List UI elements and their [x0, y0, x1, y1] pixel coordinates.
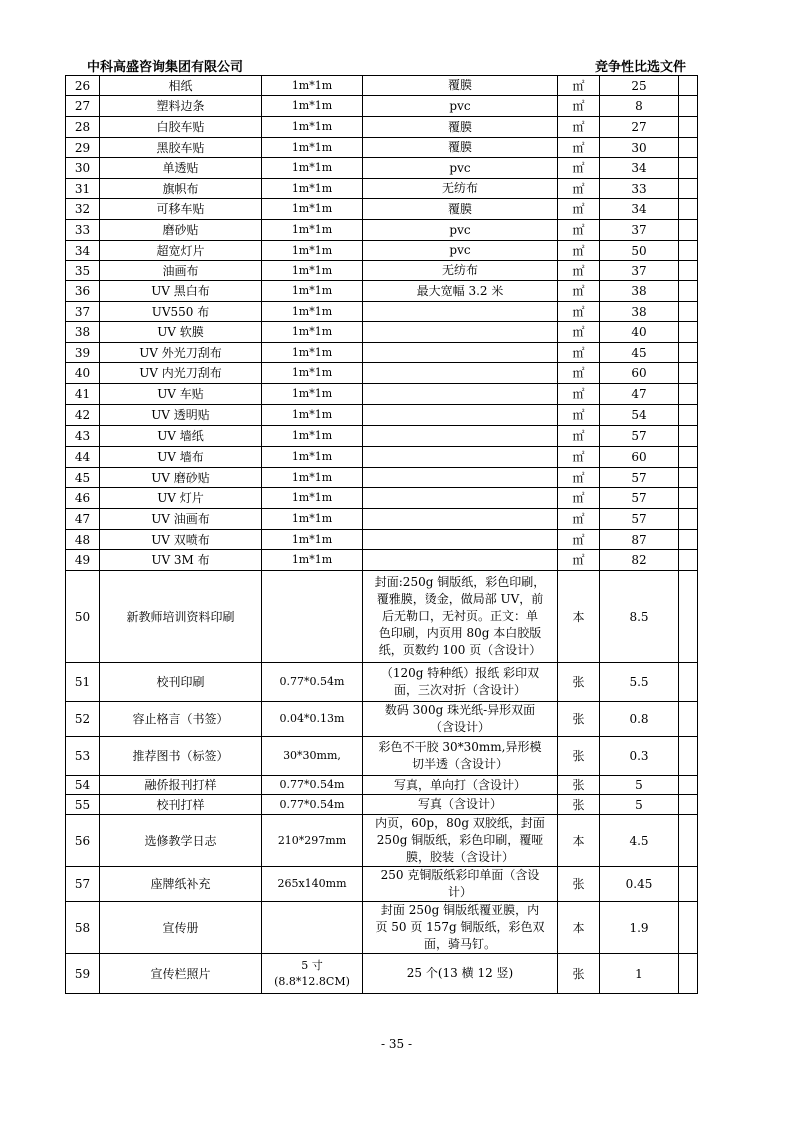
cell-number: 35: [66, 261, 100, 281]
cell-spec: [262, 902, 363, 954]
cell-unit: ㎡: [558, 199, 600, 220]
cell-description: pvc: [363, 158, 558, 179]
cell-item-name: 选修教学日志: [100, 815, 262, 867]
cell-item-name: UV 软膜: [100, 322, 262, 343]
cell-number: 50: [66, 571, 100, 663]
cell-number: 56: [66, 815, 100, 867]
cell-description: 封面:250g 铜版纸，彩色印刷， 覆雅膜，烫金，做局部 UV，前 后无勒口，无衬页。正文：单 色印刷，内页用 80g 本白胶版 纸，页数约 100 页（含设计）: [363, 571, 558, 663]
cell-description: 覆膜: [363, 199, 558, 220]
cell-price: 25: [600, 76, 679, 96]
cell-unit: ㎡: [558, 179, 600, 199]
cell-description: [363, 302, 558, 322]
cell-spec: 1m*1m: [262, 302, 363, 322]
cell-price: 5: [600, 776, 679, 795]
table-row: [66, 550, 698, 571]
cell-unit: 张: [558, 776, 600, 795]
cell-unit: 张: [558, 867, 600, 902]
cell-spec: 1m*1m: [262, 550, 363, 571]
cell-item-name: 相纸: [100, 76, 262, 96]
cell-item-name: 黑胶车贴: [100, 138, 262, 158]
cell-item-name: UV 透明贴: [100, 405, 262, 426]
cell-unit: 张: [558, 663, 600, 702]
cell-spec: 5 寸 (8.8*12.8CM): [262, 954, 363, 994]
cell-description: [363, 343, 558, 363]
cell-price: 57: [600, 488, 679, 509]
cell-spec: 1m*1m: [262, 76, 363, 96]
cell-spec: 1m*1m: [262, 447, 363, 468]
cell-price: 4.5: [600, 815, 679, 867]
cell-number: 29: [66, 138, 100, 158]
cell-number: 40: [66, 363, 100, 384]
table-row: [66, 902, 698, 954]
cell-unit: ㎡: [558, 281, 600, 302]
cell-unit: ㎡: [558, 488, 600, 509]
cell-item-name: UV 墙纸: [100, 426, 262, 447]
cell-price: 37: [600, 220, 679, 241]
cell-spec: 1m*1m: [262, 468, 363, 488]
table-row: [66, 795, 698, 815]
table-row: [66, 158, 698, 179]
cell-item-name: 宣传册: [100, 902, 262, 954]
cell-unit: ㎡: [558, 96, 600, 117]
cell-item-name: UV 灯片: [100, 488, 262, 509]
cell-item-name: 磨砂贴: [100, 220, 262, 241]
cell-description: 覆膜: [363, 117, 558, 138]
cell-description: [363, 322, 558, 343]
cell-item-name: UV 墙布: [100, 447, 262, 468]
cell-extra: [679, 902, 698, 954]
cell-spec: 1m*1m: [262, 96, 363, 117]
cell-extra: [679, 702, 698, 737]
table-row: [66, 199, 698, 220]
cell-number: 51: [66, 663, 100, 702]
cell-item-name: 旗帜布: [100, 179, 262, 199]
cell-number: 39: [66, 343, 100, 363]
cell-price: 38: [600, 302, 679, 322]
cell-item-name: 白胶车贴: [100, 117, 262, 138]
cell-spec: 1m*1m: [262, 343, 363, 363]
cell-unit: 本: [558, 571, 600, 663]
cell-unit: 张: [558, 737, 600, 776]
cell-price: 5: [600, 795, 679, 815]
cell-item-name: 容止格言（书签）: [100, 702, 262, 737]
cell-description: 内页，60p，80g 双胶纸，封面 250g 铜版纸，彩色印刷，覆哑 膜，胶装（含设计）: [363, 815, 558, 867]
cell-extra: [679, 302, 698, 322]
cell-number: 34: [66, 241, 100, 261]
cell-item-name: 塑料边条: [100, 96, 262, 117]
cell-price: 38: [600, 281, 679, 302]
cell-item-name: UV 黑白布: [100, 281, 262, 302]
cell-price: 82: [600, 550, 679, 571]
table-row: [66, 663, 698, 702]
table-row: [66, 571, 698, 663]
cell-number: 36: [66, 281, 100, 302]
cell-price: 40: [600, 322, 679, 343]
cell-number: 31: [66, 179, 100, 199]
cell-extra: [679, 954, 698, 994]
cell-number: 41: [66, 384, 100, 405]
cell-item-name: 单透贴: [100, 158, 262, 179]
cell-unit: ㎡: [558, 322, 600, 343]
cell-unit: ㎡: [558, 426, 600, 447]
cell-item-name: UV 3M 布: [100, 550, 262, 571]
cell-item-name: 新教师培训资料印刷: [100, 571, 262, 663]
cell-price: 54: [600, 405, 679, 426]
cell-description: [363, 405, 558, 426]
cell-extra: [679, 530, 698, 550]
table-body: [66, 76, 698, 994]
cell-description: 封面 250g 铜版纸覆亚膜，内 页 50 页 157g 铜版纸，彩色双 面，骑马钉。: [363, 902, 558, 954]
table-row: [66, 261, 698, 281]
table-row: [66, 302, 698, 322]
table-row: [66, 322, 698, 343]
table-row: [66, 241, 698, 261]
cell-description: 无纺布: [363, 179, 558, 199]
cell-spec: 30*30mm,: [262, 737, 363, 776]
cell-extra: [679, 343, 698, 363]
cell-spec: 1m*1m: [262, 384, 363, 405]
cell-extra: [679, 468, 698, 488]
cell-number: 38: [66, 322, 100, 343]
cell-description: （120g 特种纸）报纸 彩印双 面，三次对折（含设计）: [363, 663, 558, 702]
cell-price: 60: [600, 447, 679, 468]
cell-number: 48: [66, 530, 100, 550]
cell-extra: [679, 550, 698, 571]
cell-description: 覆膜: [363, 138, 558, 158]
cell-number: 54: [66, 776, 100, 795]
cell-spec: 1m*1m: [262, 281, 363, 302]
table-row: [66, 138, 698, 158]
cell-item-name: UV 油画布: [100, 509, 262, 530]
table-row: [66, 702, 698, 737]
table-row: [66, 281, 698, 302]
cell-unit: ㎡: [558, 550, 600, 571]
cell-price: 87: [600, 530, 679, 550]
cell-price: 0.8: [600, 702, 679, 737]
table-row: [66, 405, 698, 426]
cell-number: 43: [66, 426, 100, 447]
cell-extra: [679, 117, 698, 138]
cell-unit: ㎡: [558, 302, 600, 322]
cell-price: 34: [600, 199, 679, 220]
cell-spec: 0.04*0.13m: [262, 702, 363, 737]
cell-extra: [679, 509, 698, 530]
cell-number: 47: [66, 509, 100, 530]
table-row: [66, 179, 698, 199]
cell-spec: 0.77*0.54m: [262, 663, 363, 702]
cell-extra: [679, 138, 698, 158]
cell-price: 27: [600, 117, 679, 138]
cell-item-name: UV 车贴: [100, 384, 262, 405]
cell-unit: ㎡: [558, 405, 600, 426]
cell-description: [363, 384, 558, 405]
cell-extra: [679, 158, 698, 179]
cell-extra: [679, 447, 698, 468]
cell-description: 覆膜: [363, 76, 558, 96]
cell-item-name: 超宽灯片: [100, 241, 262, 261]
cell-spec: 1m*1m: [262, 488, 363, 509]
cell-spec: 1m*1m: [262, 117, 363, 138]
cell-price: 30: [600, 138, 679, 158]
cell-description: [363, 468, 558, 488]
cell-unit: ㎡: [558, 343, 600, 363]
cell-price: 1: [600, 954, 679, 994]
cell-item-name: UV 磨砂贴: [100, 468, 262, 488]
cell-unit: ㎡: [558, 468, 600, 488]
cell-price: 60: [600, 363, 679, 384]
cell-extra: [679, 795, 698, 815]
table-row: [66, 96, 698, 117]
cell-number: 46: [66, 488, 100, 509]
cell-extra: [679, 241, 698, 261]
cell-unit: ㎡: [558, 138, 600, 158]
cell-spec: 1m*1m: [262, 322, 363, 343]
cell-description: [363, 530, 558, 550]
cell-item-name: 座牌纸补充: [100, 867, 262, 902]
cell-extra: [679, 663, 698, 702]
cell-spec: 210*297mm: [262, 815, 363, 867]
price-table: [65, 75, 698, 994]
cell-description: [363, 426, 558, 447]
cell-price: 57: [600, 509, 679, 530]
cell-description: [363, 488, 558, 509]
cell-item-name: UV550 布: [100, 302, 262, 322]
cell-number: 27: [66, 96, 100, 117]
cell-extra: [679, 488, 698, 509]
cell-description: pvc: [363, 220, 558, 241]
cell-extra: [679, 571, 698, 663]
cell-spec: 1m*1m: [262, 530, 363, 550]
cell-extra: [679, 737, 698, 776]
document-title: 竞争性比选文件: [594, 60, 686, 75]
cell-unit: ㎡: [558, 363, 600, 384]
cell-description: [363, 363, 558, 384]
cell-description: pvc: [363, 241, 558, 261]
cell-unit: 本: [558, 902, 600, 954]
cell-unit: ㎡: [558, 158, 600, 179]
cell-number: 26: [66, 76, 100, 96]
table-row: [66, 343, 698, 363]
cell-item-name: UV 外光刀刮布: [100, 343, 262, 363]
cell-description: 写真（含设计）: [363, 795, 558, 815]
cell-extra: [679, 96, 698, 117]
cell-item-name: UV 内光刀刮布: [100, 363, 262, 384]
cell-extra: [679, 776, 698, 795]
cell-spec: 0.77*0.54m: [262, 795, 363, 815]
cell-description: 无纺布: [363, 261, 558, 281]
cell-description: 250 克铜版纸彩印单面（含设 计）: [363, 867, 558, 902]
table-row: [66, 447, 698, 468]
cell-description: 彩色不干胶 30*30mm,异形模 切半透（含设计）: [363, 737, 558, 776]
cell-description: 写真，单向打（含设计）: [363, 776, 558, 795]
cell-spec: 0.77*0.54m: [262, 776, 363, 795]
cell-price: 8.5: [600, 571, 679, 663]
table-row: [66, 76, 698, 96]
cell-extra: [679, 322, 698, 343]
cell-spec: 1m*1m: [262, 509, 363, 530]
table-row: [66, 815, 698, 867]
cell-extra: [679, 405, 698, 426]
cell-price: 37: [600, 261, 679, 281]
cell-price: 0.3: [600, 737, 679, 776]
cell-unit: 本: [558, 815, 600, 867]
table-row: [66, 488, 698, 509]
cell-item-name: 校刊印刷: [100, 663, 262, 702]
cell-unit: 张: [558, 795, 600, 815]
cell-spec: [262, 571, 363, 663]
cell-item-name: UV 双喷布: [100, 530, 262, 550]
cell-spec: 1m*1m: [262, 241, 363, 261]
cell-spec: 1m*1m: [262, 405, 363, 426]
page-header: [65, 53, 697, 73]
cell-number: 32: [66, 199, 100, 220]
cell-number: 52: [66, 702, 100, 737]
cell-unit: 张: [558, 954, 600, 994]
table-row: [66, 776, 698, 795]
table-row: [66, 509, 698, 530]
cell-extra: [679, 363, 698, 384]
cell-unit: ㎡: [558, 384, 600, 405]
cell-unit: ㎡: [558, 447, 600, 468]
table-row: [66, 468, 698, 488]
cell-price: 5.5: [600, 663, 679, 702]
cell-price: 34: [600, 158, 679, 179]
cell-unit: ㎡: [558, 117, 600, 138]
cell-item-name: 融侨报刊打样: [100, 776, 262, 795]
cell-extra: [679, 867, 698, 902]
table-row: [66, 737, 698, 776]
cell-unit: 张: [558, 702, 600, 737]
cell-item-name: 油画布: [100, 261, 262, 281]
cell-number: 30: [66, 158, 100, 179]
cell-description: 25 个(13 横 12 竖): [363, 954, 558, 994]
cell-unit: ㎡: [558, 220, 600, 241]
cell-extra: [679, 179, 698, 199]
cell-extra: [679, 261, 698, 281]
table-row: [66, 384, 698, 405]
cell-description: pvc: [363, 96, 558, 117]
cell-price: 57: [600, 426, 679, 447]
table-row: [66, 954, 698, 994]
cell-description: 数码 300g 珠光纸-异形双面 （含设计）: [363, 702, 558, 737]
cell-spec: 1m*1m: [262, 426, 363, 447]
table-row: [66, 867, 698, 902]
page-number: - 35 -: [380, 1037, 412, 1051]
cell-spec: 1m*1m: [262, 363, 363, 384]
cell-spec: 265x140mm: [262, 867, 363, 902]
cell-number: 53: [66, 737, 100, 776]
cell-extra: [679, 220, 698, 241]
cell-number: 28: [66, 117, 100, 138]
cell-extra: [679, 815, 698, 867]
table-row: [66, 363, 698, 384]
cell-description: [363, 550, 558, 571]
cell-price: 57: [600, 468, 679, 488]
cell-unit: ㎡: [558, 261, 600, 281]
cell-unit: ㎡: [558, 76, 600, 96]
table-row: [66, 220, 698, 241]
table-row: [66, 117, 698, 138]
cell-number: 33: [66, 220, 100, 241]
cell-extra: [679, 199, 698, 220]
cell-extra: [679, 384, 698, 405]
cell-number: 59: [66, 954, 100, 994]
cell-item-name: 校刊打样: [100, 795, 262, 815]
cell-unit: ㎡: [558, 241, 600, 261]
cell-spec: 1m*1m: [262, 261, 363, 281]
cell-spec: 1m*1m: [262, 220, 363, 241]
cell-extra: [679, 426, 698, 447]
cell-description: [363, 447, 558, 468]
cell-price: 45: [600, 343, 679, 363]
cell-item-name: 宣传栏照片: [100, 954, 262, 994]
cell-unit: ㎡: [558, 509, 600, 530]
cell-number: 57: [66, 867, 100, 902]
table-row: [66, 426, 698, 447]
cell-price: 33: [600, 179, 679, 199]
cell-number: 58: [66, 902, 100, 954]
cell-item-name: 推荐图书（标签）: [100, 737, 262, 776]
cell-number: 45: [66, 468, 100, 488]
cell-spec: 1m*1m: [262, 138, 363, 158]
table-row: [66, 530, 698, 550]
cell-price: 50: [600, 241, 679, 261]
cell-number: 42: [66, 405, 100, 426]
cell-number: 49: [66, 550, 100, 571]
cell-spec: 1m*1m: [262, 179, 363, 199]
cell-number: 37: [66, 302, 100, 322]
cell-unit: ㎡: [558, 530, 600, 550]
cell-price: 47: [600, 384, 679, 405]
cell-item-name: 可移车贴: [100, 199, 262, 220]
cell-spec: 1m*1m: [262, 199, 363, 220]
cell-description: 最大宽幅 3.2 米: [363, 281, 558, 302]
cell-price: 0.45: [600, 867, 679, 902]
cell-spec: 1m*1m: [262, 158, 363, 179]
cell-extra: [679, 76, 698, 96]
cell-description: [363, 509, 558, 530]
cell-number: 55: [66, 795, 100, 815]
cell-number: 44: [66, 447, 100, 468]
cell-extra: [679, 281, 698, 302]
cell-price: 1.9: [600, 902, 679, 954]
company-name: 中科高盛咨询集团有限公司: [87, 60, 244, 75]
cell-price: 8: [600, 96, 679, 117]
